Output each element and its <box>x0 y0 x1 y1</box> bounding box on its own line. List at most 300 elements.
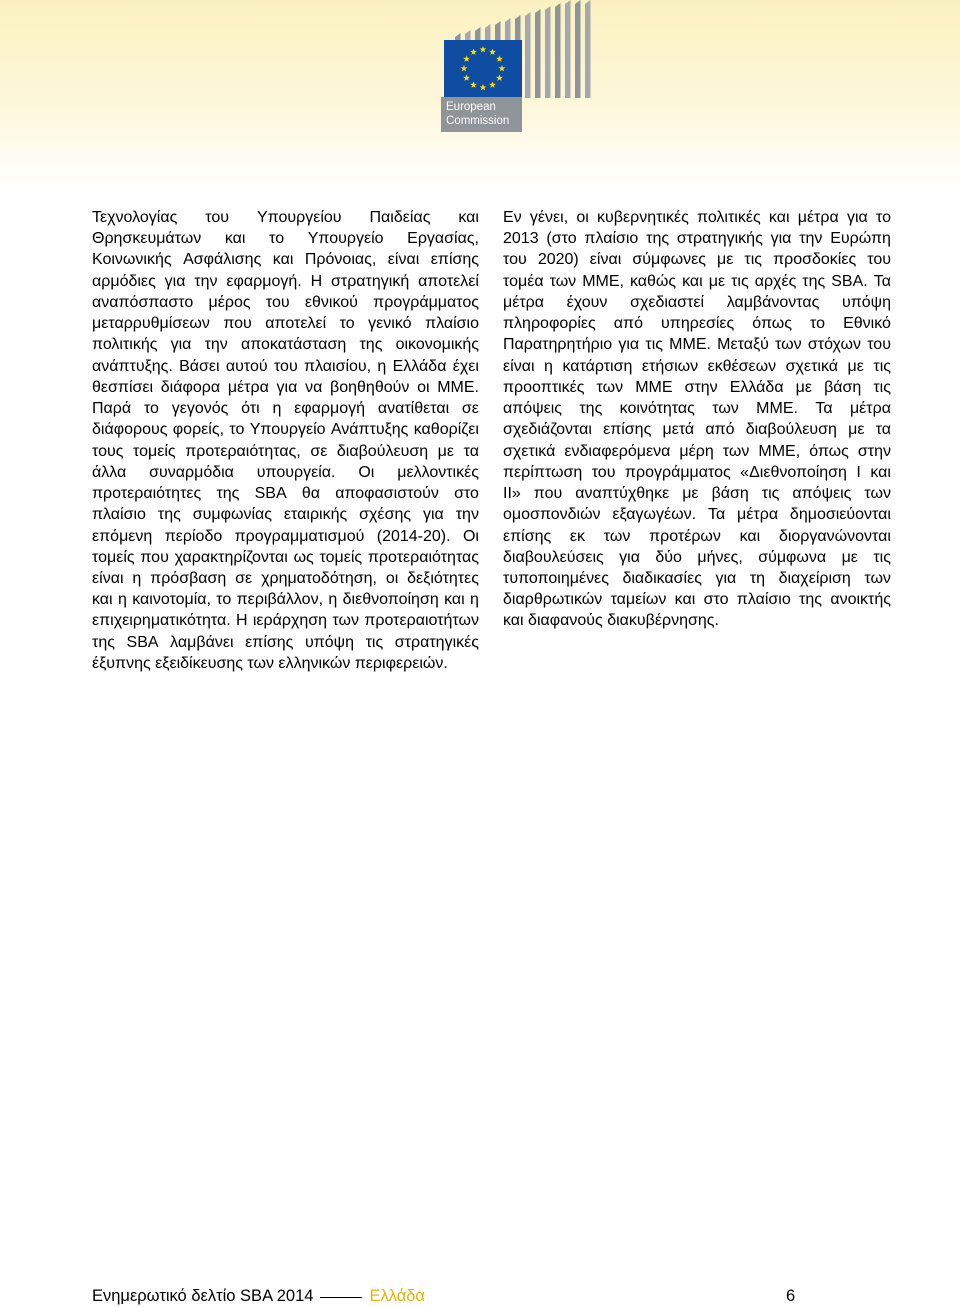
text-line <box>503 568 891 589</box>
word: άλλα <box>92 463 127 481</box>
word: όπως <box>752 315 792 333</box>
text-line: έξυπνης εξειδίκευσης των ελληνικών περιφερειών. <box>92 654 448 672</box>
word: τομείς <box>319 548 363 566</box>
word: χαρακτηρίζονται <box>174 548 288 566</box>
word: ομοσπονδιών <box>503 506 601 524</box>
word: δημοσιεύονται <box>789 506 891 524</box>
word: διαβουλεύσεις <box>503 548 604 566</box>
word: Παρατηρητήριο <box>503 336 613 354</box>
word: η <box>132 569 142 587</box>
word: οι <box>385 569 399 587</box>
word: επόμενη <box>92 527 153 545</box>
word: σχεδιάζονται <box>503 421 592 439</box>
text-line <box>92 504 479 525</box>
word: προσδοκίες <box>773 251 857 269</box>
word: τις <box>645 336 663 354</box>
word: το <box>339 315 355 333</box>
word: εθνικού <box>304 293 358 311</box>
word: τα <box>463 442 479 460</box>
word: απόψεις <box>503 400 562 418</box>
word: επίσης <box>603 421 652 439</box>
text-line <box>503 589 891 610</box>
word: διαδικασίες <box>622 569 702 587</box>
word: την <box>455 506 479 524</box>
footer-title: Ενημερωτικό δελτίο SBA 2014 <box>92 1287 314 1305</box>
word: στρατηγική <box>331 272 410 290</box>
word: γένει, <box>529 209 569 226</box>
word: Μεταξύ <box>717 336 769 354</box>
word: και <box>739 527 761 545</box>
word: κατάρτιση <box>562 357 633 375</box>
word: διεθνοποίηση <box>342 591 439 609</box>
building-stripe <box>585 0 591 98</box>
word: (2014-20). <box>376 527 451 545</box>
word: της <box>799 591 822 609</box>
word: επίσης <box>245 633 294 651</box>
word: το <box>810 315 826 333</box>
word: και <box>458 209 479 226</box>
word: ΜΜΕ <box>635 378 673 396</box>
word: ανατίθεται <box>377 400 450 418</box>
word: είναι <box>503 357 535 375</box>
word: Υπουργείο <box>307 230 384 248</box>
word: εφαρμογή. <box>226 272 302 290</box>
word: το <box>269 230 285 248</box>
word: τις <box>365 633 384 651</box>
word: τις <box>744 251 762 269</box>
word: και <box>444 591 465 609</box>
word: επιχειρηματικότητα. <box>92 612 231 630</box>
word: ΜΜΕ. <box>756 400 798 418</box>
text-line <box>92 610 479 631</box>
word: και <box>272 251 294 269</box>
word: εκ <box>569 527 586 545</box>
word: Η <box>235 612 248 630</box>
word: κυβερνητικές <box>597 209 689 226</box>
word: διαρθρωτικών <box>503 591 603 609</box>
word: πλαισίου, <box>304 357 372 375</box>
right-text-column <box>503 207 891 632</box>
word: διοργανώνονται <box>778 527 891 545</box>
word: των <box>864 485 891 503</box>
word: έχουν <box>566 293 608 311</box>
word: του <box>867 336 891 354</box>
word: SBA. <box>831 272 868 290</box>
word: το <box>143 400 159 418</box>
word: και <box>768 209 790 226</box>
word: της <box>92 633 115 651</box>
building-stripe <box>525 12 531 98</box>
word: Κοινωνικής <box>92 251 172 269</box>
text-line <box>503 419 891 440</box>
text-line <box>92 334 479 355</box>
word: στην <box>857 442 891 460</box>
word: των <box>712 400 739 418</box>
text-line <box>92 228 479 249</box>
word: Ανάπτυξης <box>330 421 409 439</box>
text-line <box>92 313 479 334</box>
word: Παιδείας <box>369 209 431 226</box>
word: βάση <box>824 378 862 396</box>
word: από <box>613 315 643 333</box>
word: τις <box>873 357 891 375</box>
word: Ευρώπη <box>830 230 891 248</box>
building-stripe <box>555 3 561 98</box>
text-line <box>503 249 891 270</box>
word: για <box>422 506 444 524</box>
word: πλαίσιο <box>736 591 791 609</box>
word: μέτρα <box>849 400 891 418</box>
word: για <box>770 230 792 248</box>
text-line <box>92 292 479 313</box>
word: (στο <box>546 230 577 248</box>
word: με <box>682 485 699 503</box>
word: αποτελεί <box>418 272 479 290</box>
word: μέτρα <box>797 209 839 226</box>
word: γεγονός <box>171 400 229 418</box>
word: σχεδιαστεί <box>630 293 705 311</box>
word: Πρόνοιας, <box>304 251 377 269</box>
word: τους <box>92 442 124 460</box>
text-line <box>503 271 891 292</box>
word: για <box>618 336 640 354</box>
word: μέρη <box>679 442 714 460</box>
word: πλαίσιο <box>92 506 146 524</box>
word: Εθνικό <box>843 315 891 333</box>
word: στρατηγικές <box>394 633 479 651</box>
word: SBA <box>254 485 287 503</box>
text-line <box>92 356 479 377</box>
text-line <box>503 462 891 483</box>
word: η <box>328 591 338 609</box>
word: περίπτωση <box>503 463 583 481</box>
word: Ασφάλισης <box>183 251 262 269</box>
word: για <box>846 209 868 226</box>
word: Εν <box>503 209 522 226</box>
text-line <box>503 441 891 462</box>
word: Ελλάδα <box>729 378 784 396</box>
word: η <box>117 591 127 609</box>
word: αποκατάσταση <box>240 336 347 354</box>
word: προοπτικές <box>503 378 585 396</box>
word: τομείς <box>92 548 135 566</box>
word: έχει <box>452 357 479 375</box>
word: σχετικά <box>503 442 556 460</box>
word: SBA <box>126 633 159 651</box>
word: μέτρα <box>737 506 779 524</box>
word: προτεραιοτήτων <box>364 612 479 630</box>
word: προγράμματος <box>624 463 731 481</box>
word: την <box>204 336 228 354</box>
word: του <box>265 293 290 311</box>
word: από <box>705 421 735 439</box>
word: μήνες, <box>697 548 743 566</box>
text-line <box>503 504 891 525</box>
word: Υπουργείο <box>249 421 326 439</box>
word: Οι <box>462 527 479 545</box>
left-text-column <box>92 207 479 674</box>
word: Υπουργείου <box>256 209 342 226</box>
text-line <box>92 419 479 440</box>
word: ότι <box>241 400 260 418</box>
word: 2013 <box>503 230 539 248</box>
word: την <box>799 230 823 248</box>
word: η <box>544 357 553 375</box>
word: η <box>470 591 479 609</box>
word: με <box>848 421 865 439</box>
word: πληροφορίες <box>503 315 596 333</box>
word: της <box>579 400 603 418</box>
word: για <box>276 378 298 396</box>
word: πρόσβαση <box>150 569 227 587</box>
word: τη <box>749 569 766 587</box>
word: ΜΜΕ. <box>437 378 479 396</box>
word: προτεραιότητες <box>92 485 202 503</box>
logo-name-line1: European <box>446 101 496 113</box>
text-line <box>92 568 479 589</box>
word: το <box>875 209 891 226</box>
word: εφαρμογή <box>294 400 366 418</box>
word: αυτού <box>225 357 268 375</box>
word: ταμείων <box>610 591 667 609</box>
word: του <box>867 251 891 269</box>
word: διαχείριση <box>778 569 851 587</box>
word: βοηθηθούν <box>330 378 410 396</box>
word: του <box>205 209 230 226</box>
text-line <box>503 398 891 419</box>
word: προτεραιότητας <box>367 548 479 566</box>
word: για <box>164 272 186 290</box>
word: της <box>802 272 826 290</box>
word: σχετικά <box>785 357 838 375</box>
word: περιβάλλον, <box>236 591 324 609</box>
word: οι <box>576 209 589 226</box>
word: ΜΜΕ, <box>582 272 624 290</box>
text-line <box>92 398 479 419</box>
word: της <box>359 336 383 354</box>
word: όπως <box>809 442 849 460</box>
word: σε <box>310 442 328 460</box>
word: απόψεις <box>792 485 852 503</box>
word: τα <box>875 421 891 439</box>
word: της <box>216 485 240 503</box>
word: να <box>305 378 323 396</box>
word: το <box>216 591 232 609</box>
word: καθώς <box>629 272 677 290</box>
word: τυποποιημένες <box>503 569 609 587</box>
word: δύο <box>655 548 682 566</box>
word: «Διεθνοποίηση <box>740 463 847 481</box>
word: η <box>272 400 282 418</box>
text-line <box>503 526 891 547</box>
word: υπουργεία. <box>256 463 336 481</box>
text-line <box>503 334 891 355</box>
word: προγραμματισμού <box>234 527 365 545</box>
word: προτεραιότητας, <box>185 442 301 460</box>
word: θεσπίσει <box>92 378 154 396</box>
word: μετά <box>662 421 695 439</box>
word: θα <box>301 485 320 503</box>
text-line: και διαφανούς διακυβέρνησης. <box>503 612 719 630</box>
text-line <box>92 483 479 504</box>
word: διαβούλευση <box>745 421 837 439</box>
word: και <box>870 463 891 481</box>
word: Παρά <box>92 400 132 418</box>
word: εκθέσεων <box>707 357 777 375</box>
word: εξαγωγέων. <box>612 506 697 524</box>
building-stripe <box>575 0 581 98</box>
word: του <box>273 357 298 375</box>
word: ΙΙ» <box>503 485 521 503</box>
word: μέρος <box>208 293 251 311</box>
word: είναι <box>387 251 420 269</box>
word: σύμφωνα <box>758 548 827 566</box>
word: Ελλάδα <box>392 357 447 375</box>
word: η <box>377 357 387 375</box>
word: των <box>864 569 891 587</box>
text-line <box>503 228 891 249</box>
word: που <box>140 548 169 566</box>
word: υπόψη <box>304 633 354 651</box>
word: αρχές <box>754 272 797 290</box>
word: ιεράρχηση <box>252 612 328 630</box>
word: της <box>646 230 670 248</box>
text-line <box>503 483 891 504</box>
word: λαμβάνοντας <box>726 293 820 311</box>
word: χρηματοδότηση, <box>261 569 377 587</box>
word: Θρησκευμάτων <box>92 230 202 248</box>
word: πολιτικές <box>697 209 761 226</box>
word: προγράμματος <box>373 293 479 311</box>
text-line <box>503 356 891 377</box>
word: φορείς, <box>172 421 225 439</box>
word: είναι <box>92 569 124 587</box>
word: Τα <box>873 272 891 290</box>
word: και <box>682 272 703 290</box>
text-line <box>503 547 891 568</box>
word: με <box>716 251 734 269</box>
word: γενικό <box>368 315 412 333</box>
word: οι <box>417 378 430 396</box>
word: επίσης <box>503 527 552 545</box>
word: ενδιαφερόμενα <box>564 442 671 460</box>
word: με <box>795 378 812 396</box>
text-line <box>92 632 479 653</box>
building-stripe <box>545 6 551 98</box>
word: ετήσιων <box>641 357 699 375</box>
word: που <box>223 315 252 333</box>
text-line <box>92 377 479 398</box>
logo-name-line2: Commission <box>446 114 510 127</box>
word: πλαίσιο <box>425 315 479 333</box>
word: ΜΜΕ. <box>669 336 711 354</box>
word: τις <box>873 378 891 396</box>
word: ανάπτυξης. <box>92 357 173 375</box>
word: με <box>708 272 726 290</box>
word: σύμφωνες <box>632 251 706 269</box>
word: στο <box>454 485 479 503</box>
word: διάφορα <box>160 378 221 396</box>
text-line <box>503 292 891 313</box>
word: συμφωνίας <box>192 506 272 524</box>
word: και <box>92 591 113 609</box>
word: Τα <box>707 506 726 524</box>
word: σε <box>461 400 479 418</box>
word: Οι <box>358 463 375 481</box>
word: περίοδο <box>164 527 223 545</box>
page-footer <box>92 1286 425 1306</box>
word: λαμβάνει <box>170 633 234 651</box>
word: μελλοντικές <box>397 463 479 481</box>
text-line <box>92 526 479 547</box>
word: των <box>603 527 631 545</box>
word: προτέρων <box>649 527 721 545</box>
word: εταιρικής <box>283 506 348 524</box>
word: στόχων <box>807 336 861 354</box>
word: αναπτύχθηκε <box>575 485 670 503</box>
word: συναρμόδια <box>149 463 234 481</box>
word: οικονομικής <box>395 336 479 354</box>
word: πλαίσιο <box>584 230 639 248</box>
word: μέτρα <box>503 293 545 311</box>
word: με <box>847 357 864 375</box>
word: μέτρα <box>227 378 269 396</box>
word: που <box>533 485 563 503</box>
word: αναπόσπαστο <box>92 293 194 311</box>
word: τομέα <box>503 272 544 290</box>
word: τις <box>731 272 749 290</box>
text-line <box>503 313 891 334</box>
word: μεταρρυθμίσεων <box>92 315 210 333</box>
word: τομείς <box>133 442 176 460</box>
word: αποφασιστούν <box>335 485 439 503</box>
word: ΜΜΕ, <box>758 442 801 460</box>
word: στο <box>703 591 729 609</box>
word: στρατηγικής <box>676 230 763 248</box>
page-number: 6 <box>786 1287 796 1305</box>
text-line <box>92 249 479 270</box>
word: αποτελεί <box>265 315 327 333</box>
text-line <box>503 207 891 228</box>
word: Εργασίας, <box>407 230 479 248</box>
word: και <box>224 230 246 248</box>
word: ως <box>293 548 314 566</box>
word: των <box>596 378 624 396</box>
text-line <box>92 547 479 568</box>
word: πολιτικής <box>92 336 158 354</box>
word: σχέσης <box>359 506 412 524</box>
word: Τα <box>815 400 833 418</box>
word: το <box>229 421 245 439</box>
word: του <box>591 463 616 481</box>
building-stripe <box>535 9 541 98</box>
word: Ι <box>856 463 861 481</box>
footer-separator <box>320 1297 362 1298</box>
text-line <box>503 377 891 398</box>
text-line <box>92 271 479 292</box>
word: υπόψη <box>841 293 891 311</box>
word: Η <box>310 272 323 290</box>
text-line <box>92 589 479 610</box>
word: δεξιότητες <box>407 569 479 587</box>
text-line <box>92 207 479 228</box>
word: Βάσει <box>179 357 220 375</box>
word: και <box>674 591 696 609</box>
word: με <box>841 548 858 566</box>
word: για <box>170 336 192 354</box>
logo-wordmark <box>441 97 522 132</box>
word: ανοικτής <box>830 591 891 609</box>
